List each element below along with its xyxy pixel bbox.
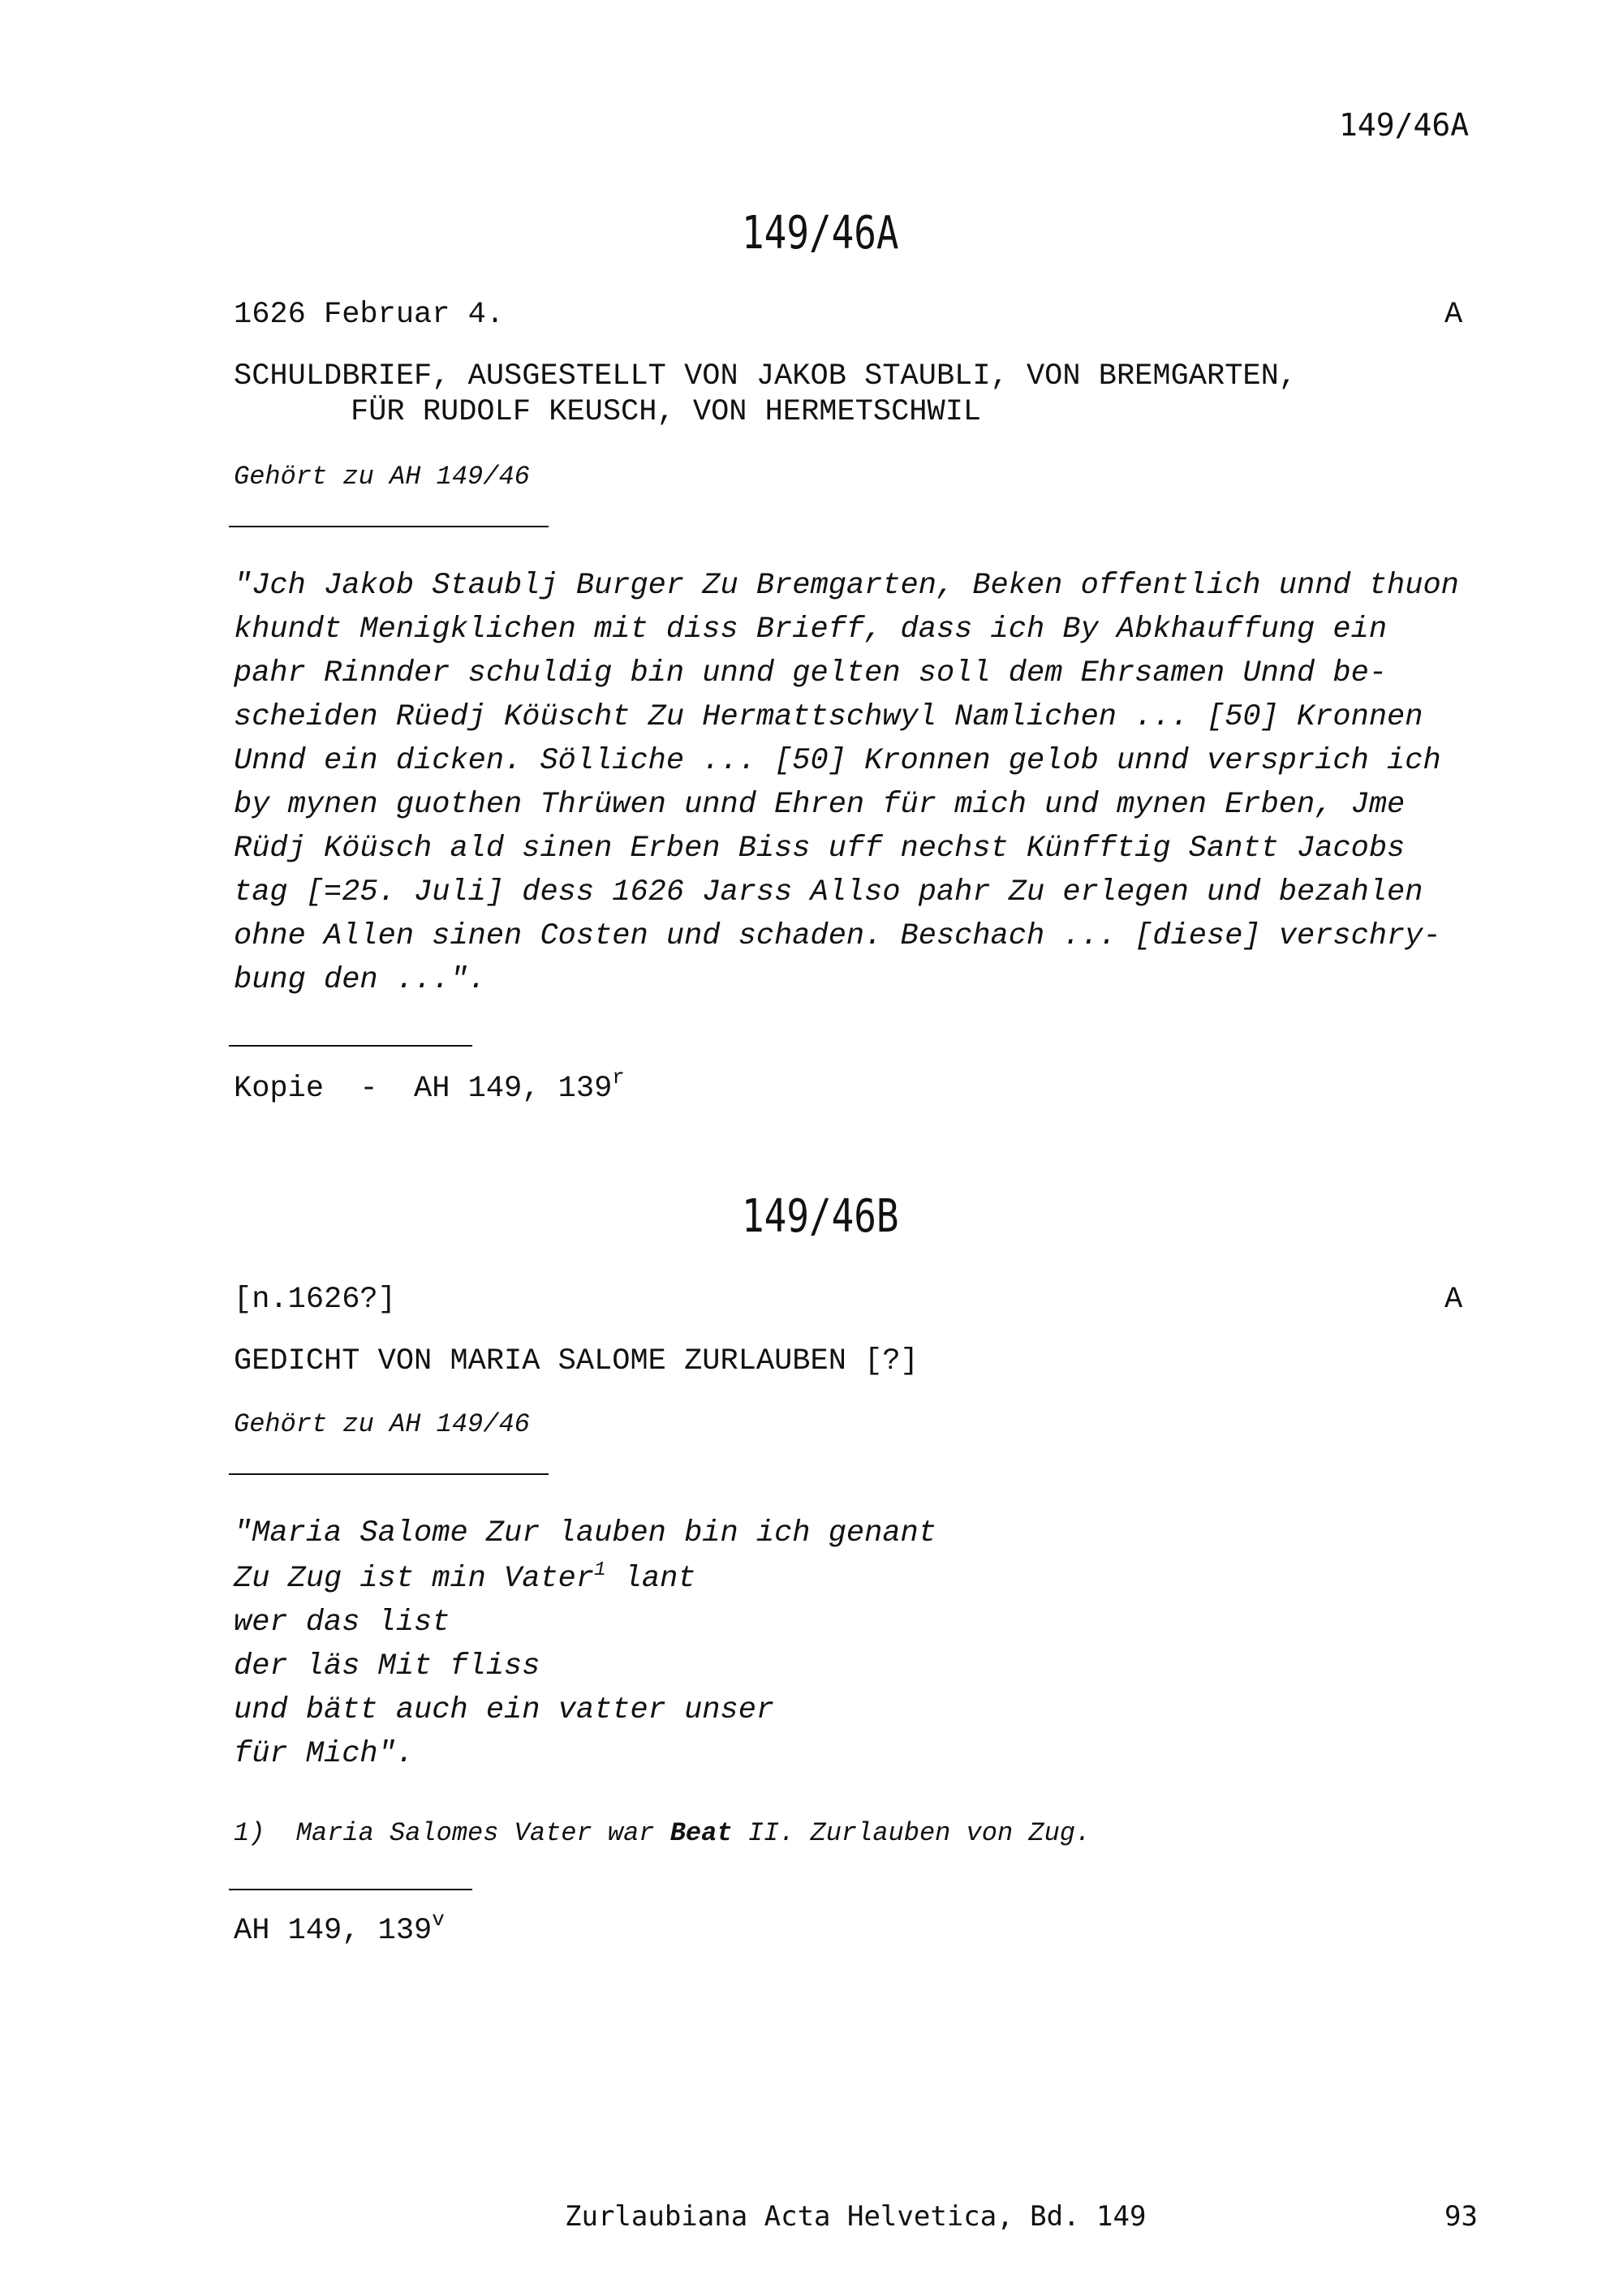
document-a-text-line: pahr Rinnder schuldig bin unnd gelten soll dem Ehrsamen Unnd be-: [234, 656, 1388, 690]
document-a-text-line: tag [=25. Juli] dess 1626 Jarss Allso pahr Zu erlegen und bezahlen: [234, 875, 1423, 909]
footnote-marker: 1: [594, 1559, 606, 1581]
document-a-date: 1626 Februar 4.: [234, 298, 505, 332]
footer-title: Zurlaubiana Acta Helvetica, Bd. 149: [565, 2200, 1147, 2233]
document-a-source: [234, 1065, 625, 1107]
document-a-mark: A: [1444, 298, 1463, 332]
document-b-divider: [229, 1473, 549, 1475]
poem-line-text: Zu Zug ist min Vater: [234, 1562, 595, 1596]
document-a-text-line: Unnd ein dicken. Sölliche ... [50] Kronnen gelob unnd versprich ich: [234, 744, 1441, 778]
document-b-source-superscript: v: [432, 1907, 445, 1932]
document-a-source-text: Kopie - AH 149, 139: [234, 1072, 613, 1106]
document-a-text-line: khundt Menigklichen mit diss Brieff, dass ich By Abkhauffung ein: [234, 613, 1388, 647]
poem-line-text: lant: [605, 1562, 696, 1596]
document-a-divider: [229, 526, 549, 527]
running-header: 149/46A: [1339, 107, 1470, 143]
document-a-heading: 149/46A: [742, 207, 899, 260]
document-a-source-superscript: r: [612, 1065, 625, 1090]
document-b-title: GEDICHT VON MARIA SALOME ZURLAUBEN [?]: [234, 1344, 919, 1378]
footnote-text: 1) Maria Salomes Vater war: [234, 1818, 670, 1848]
document-a-text-line: Rüdj Köüsch ald sinen Erben Biss uff nechst Künfftig Santt Jacobs: [234, 832, 1406, 866]
poem-line: für Mich".: [234, 1737, 415, 1771]
document-b-heading: 149/46B: [742, 1190, 899, 1243]
document-b-footnote: [234, 1816, 1091, 1851]
document-b-belongs-to: Gehört zu AH 149/46: [234, 1409, 530, 1439]
footnote-text: II. Zurlauben von Zug.: [732, 1818, 1091, 1848]
poem-line: [234, 1561, 696, 1597]
document-a-title-line1: SCHULDBRIEF, AUSGESTELLT VON JAKOB STAUBLI, VON BREMGARTEN,: [234, 359, 1298, 393]
document-a-text-line: ohne Allen sinen Costen und schaden. Beschach ... [diese] verschry-: [234, 919, 1441, 953]
document-b-date: [n.1626?]: [234, 1283, 396, 1317]
document-b-source-text: AH 149, 139: [234, 1914, 433, 1948]
document-a-belongs-to: Gehört zu AH 149/46: [234, 462, 530, 492]
document-b-source-divider: [229, 1889, 472, 1890]
poem-line: der läs Mit fliss: [234, 1649, 540, 1683]
document-a-text-line: "Jch Jakob Staublj Burger Zu Bremgarten, Beken offentlich unnd thuon: [234, 569, 1459, 603]
document-a-text-line: scheiden Rüedj Köüscht Zu Hermattschwyl Namlichen ... [50] Kronnen: [234, 700, 1423, 734]
document-a-title-line2: FÜR RUDOLF KEUSCH, VON HERMETSCHWIL: [351, 395, 982, 429]
poem-line: "Maria Salome Zur lauben bin ich genant: [234, 1516, 936, 1550]
document-a-text-line: bung den ...".: [234, 963, 486, 997]
poem-line: und bätt auch ein vatter unser: [234, 1693, 775, 1727]
document-a-source-divider: [229, 1045, 472, 1047]
footnote-bold-name: Beat: [669, 1818, 733, 1848]
page-number: 93: [1444, 2200, 1478, 2233]
document-b-mark: A: [1444, 1283, 1463, 1317]
document-a-text-line: by mynen guothen Thrüwen unnd Ehren für mich und mynen Erben, Jme: [234, 788, 1406, 822]
document-b-source: [234, 1907, 445, 1949]
poem-line: wer das list: [234, 1606, 450, 1640]
